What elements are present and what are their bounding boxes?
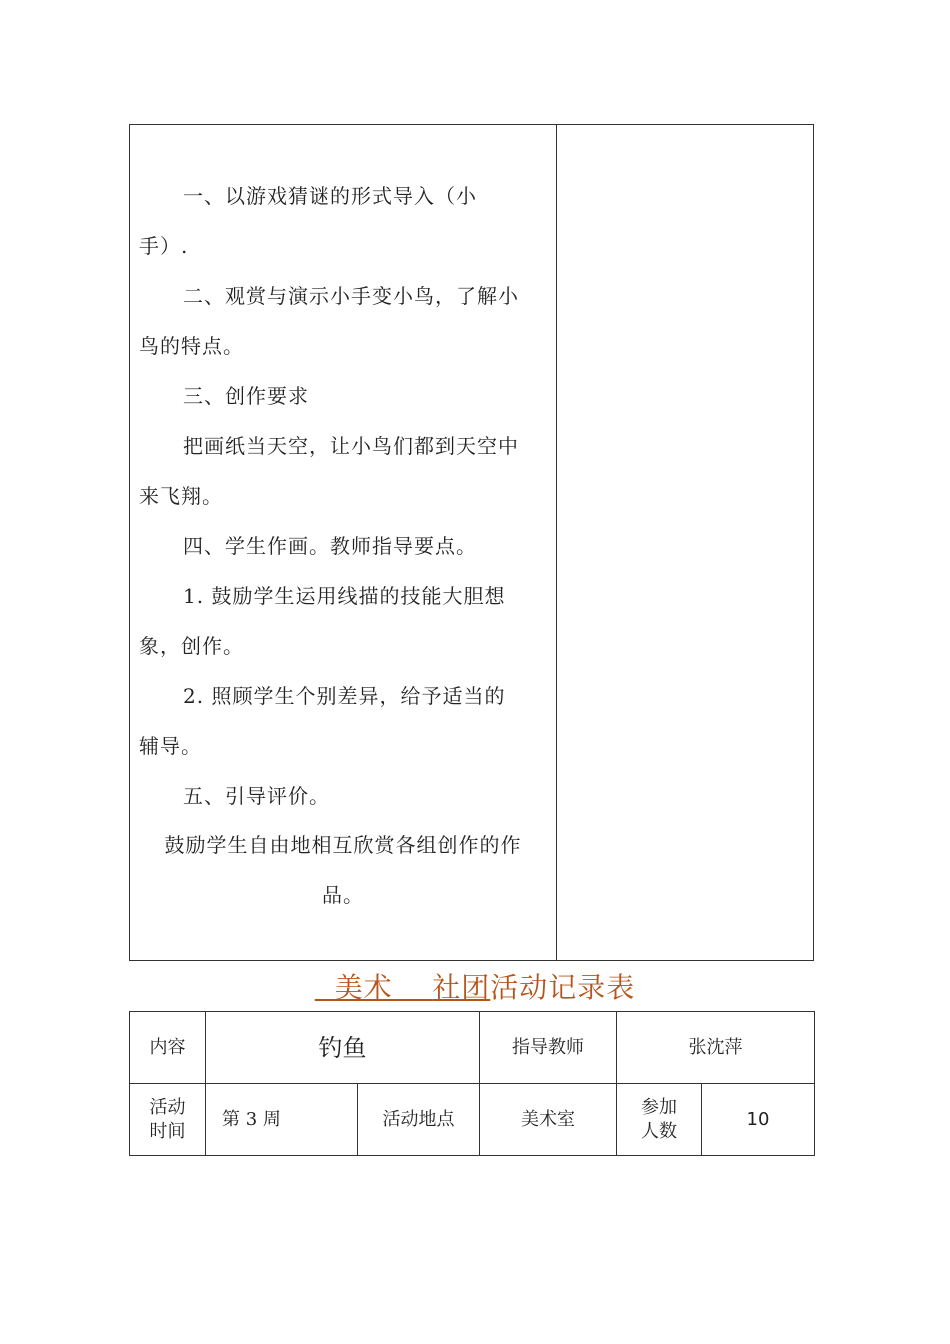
title-club: 社团: [432, 971, 491, 1004]
lesson-line: 1. 鼓励学生运用线描的技能大胆想: [183, 584, 506, 608]
lesson-line: 一、以游戏猜谜的形式导入（小: [183, 184, 477, 208]
column-divider: [556, 125, 557, 960]
lesson-line: 五、引导评价。: [183, 784, 330, 808]
time-label: [130, 1084, 206, 1156]
lesson-table: [129, 124, 814, 961]
count-label-text: 参加人数: [641, 1096, 677, 1142]
activity-record-table: [129, 1011, 815, 1156]
count-value: 10: [702, 1084, 815, 1156]
record-title: [0, 968, 950, 1008]
lesson-line: 辅导。: [139, 734, 202, 758]
lesson-line: 来飞翔。: [139, 484, 223, 508]
lesson-line: 2. 照顾学生个别差异，给予适当的: [183, 684, 506, 708]
place-label: 活动地点: [358, 1084, 480, 1156]
title-suffix: 活动记录表: [490, 971, 636, 1004]
lesson-line: 品。: [322, 883, 364, 907]
lesson-line: 把画纸当天空，让小鸟们都到天空中: [183, 434, 519, 458]
teacher-value: 张沈萍: [617, 1012, 815, 1084]
lesson-line: 三、创作要求: [183, 384, 309, 408]
teacher-label: 指导教师: [480, 1012, 617, 1084]
lesson-line: 四、学生作画。教师指导要点。: [183, 534, 477, 558]
lesson-line: 鼓励学生自由地相互欣赏各组创作的作: [164, 833, 522, 857]
title-subject: 美术: [334, 971, 393, 1004]
title-underlined: [315, 971, 490, 1004]
content-value: 钓鱼: [206, 1012, 480, 1084]
place-value: 美术室: [480, 1084, 617, 1156]
lesson-line: 象，创作。: [139, 634, 244, 658]
time-label-text: 活动时间: [149, 1096, 186, 1142]
lesson-line: 鸟的特点。: [139, 334, 244, 358]
week-value: 第 3 周: [206, 1084, 358, 1156]
count-label: [617, 1084, 702, 1156]
lesson-line: 手）.: [139, 234, 189, 258]
lesson-line: 二、观赏与演示小手变小鸟，了解小: [183, 284, 519, 308]
content-label: 内容: [130, 1012, 206, 1084]
